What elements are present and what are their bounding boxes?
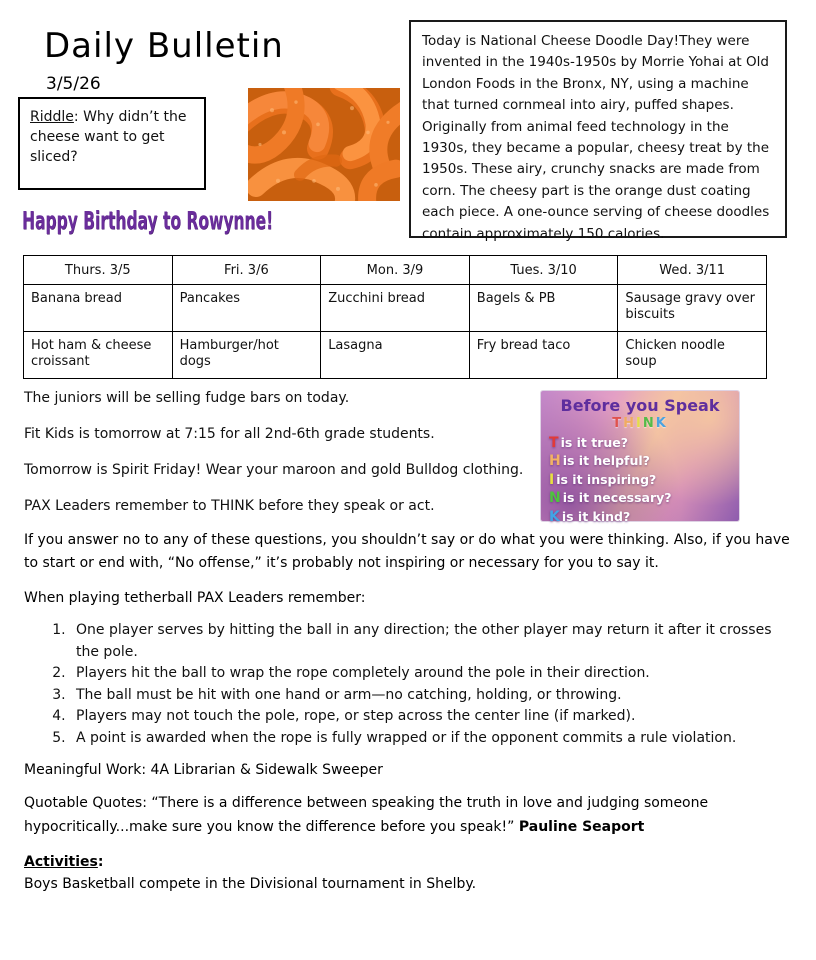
menu-header-cell: Thurs. 3/5 [24,256,173,285]
tetherball-rule: 2. Players hit the ball to wrap the rope completely around the pole in their direction. [70,663,786,685]
menu-table [23,255,767,379]
quote-text: Quotable Quotes: “There is a difference between speaking the truth in love and judging someone hypocritically...make sure you know the difference before you speak!” [24,795,709,835]
quotable-quotes [24,791,790,839]
think-line-helpful [549,452,739,470]
menu-header-cell: Fri. 3/6 [172,256,321,285]
activities-heading [24,851,103,874]
activities-label-text: Activities [24,854,98,870]
think-poster-image [541,391,739,525]
think-poster-word [541,416,739,431]
announcement-spirit-friday: Tomorrow is Spirit Friday! Wear your maroon and gold Bulldog clothing. [24,462,524,478]
tetherball-intro: When playing tetherball PAX Leaders remember: [24,590,366,606]
think-letter: T [612,416,624,431]
think-line-text: is it inspiring? [556,471,657,487]
think-line-text: is it kind? [561,508,631,524]
think-line-true [549,434,739,452]
tetherball-rule: 4. Players may not touch the pole, rope, or step across the center line (if marked). [70,706,786,728]
announcements [24,389,539,533]
tetherball-rule: 1. One player serves by hitting the ball in any direction; the other player may return it after it crosses the pole. [70,620,786,663]
menu-cell: Lasagna [321,332,470,379]
think-questions [541,434,739,526]
menu-header-cell: Tues. 3/10 [469,256,618,285]
cheese-doodles-photo [248,88,400,201]
letter-i: I [549,471,555,488]
riddle-label: Riddle [30,109,74,125]
announcement-fit-kids: Fit Kids is tomorrow at 7:15 for all 2nd-6th grade students. [24,426,435,442]
cheese-doodle-fact-box: Today is National Cheese Doodle Day!They were invented in the 1940s-1950s by Morrie Yohai at Old London Foods in the Bronx, NY, using a machine that turned cornmeal into airy, puffed shapes. Originally from animal feed technology in the 1930s, they became a popular, cheesy treat by the 1950s. These airy, crunchy snacks are made from corn. The cheesy part is the orange dust coating each piece. A one-ounce serving of cheese doodles contain approximately 150 calories. [409,20,787,238]
think-line-inspiring [549,471,739,489]
menu-cell: Sausage gravy over biscuits [618,285,767,332]
think-line-text: is it necessary? [562,490,672,506]
letter-n: N [549,490,561,507]
menu-cell: Hot ham & cheese croissant [24,332,173,379]
announcement-pax-think: PAX Leaders remember to THINK before they speak or act. [24,498,435,514]
menu-breakfast-row [24,285,767,332]
menu-header-cell: Mon. 3/9 [321,256,470,285]
tetherball-rule: 5. A point is awarded when the rope is fully wrapped or if the opponent commits a rule violation. [70,728,786,750]
think-explanation: If you answer no to any of these questions, you shouldn’t say or do what you were thinking. Also, if you have to start or end with, “No offense,” it’s probably not inspiring or necessary for you to say it. [24,532,790,571]
menu-header-row [24,256,767,285]
think-letter: K [655,416,668,431]
letter-t: T [549,435,559,451]
announcement-fudge-bars: The juniors will be selling fudge bars on today. [24,390,350,406]
quote-author: Pauline Seaport [518,819,645,835]
think-line-necessary [549,489,739,507]
birthday-banner: Happy Birthday to Rowynne! [22,206,274,235]
menu-cell: Pancakes [172,285,321,332]
tetherball-rule: 3. The ball must be hit with one hand or arm—no catching, holding, or throwing. [70,685,786,707]
menu-cell: Bagels & PB [469,285,618,332]
think-poster-title: Before you Speak [560,396,720,415]
think-letter: I [635,416,643,431]
menu-cell: Banana bread [24,285,173,332]
menu-cell: Chicken noodle soup [618,332,767,379]
letter-h: H [549,453,561,470]
bulletin-date: 3/5/26 [46,74,101,94]
menu-header-cell: Wed. 3/11 [618,256,767,285]
meaningful-work: Meaningful Work: 4A Librarian & Sidewalk Sweeper [24,762,383,778]
menu-cell: Hamburger/hot dogs [172,332,321,379]
think-line-text: is it true? [560,435,629,450]
menu-lunch-row [24,332,767,379]
think-line-text: is it helpful? [562,453,650,469]
activities-item: Boys Basketball compete in the Divisional tournament in Shelby. [24,876,477,892]
riddle-box [18,97,206,190]
think-letter: N [642,416,656,431]
menu-cell: Fry bread taco [469,332,618,379]
page-title: Daily Bulletin [44,26,284,66]
think-letter: H [623,416,636,431]
think-line-kind [549,508,739,526]
riddle-text: : Why didn’t the cheese want to get sliced? [30,109,187,165]
activities-colon: : [97,854,104,870]
menu-cell: Zucchini bread [321,285,470,332]
tetherball-rules [24,620,786,750]
letter-k: K [549,508,560,525]
